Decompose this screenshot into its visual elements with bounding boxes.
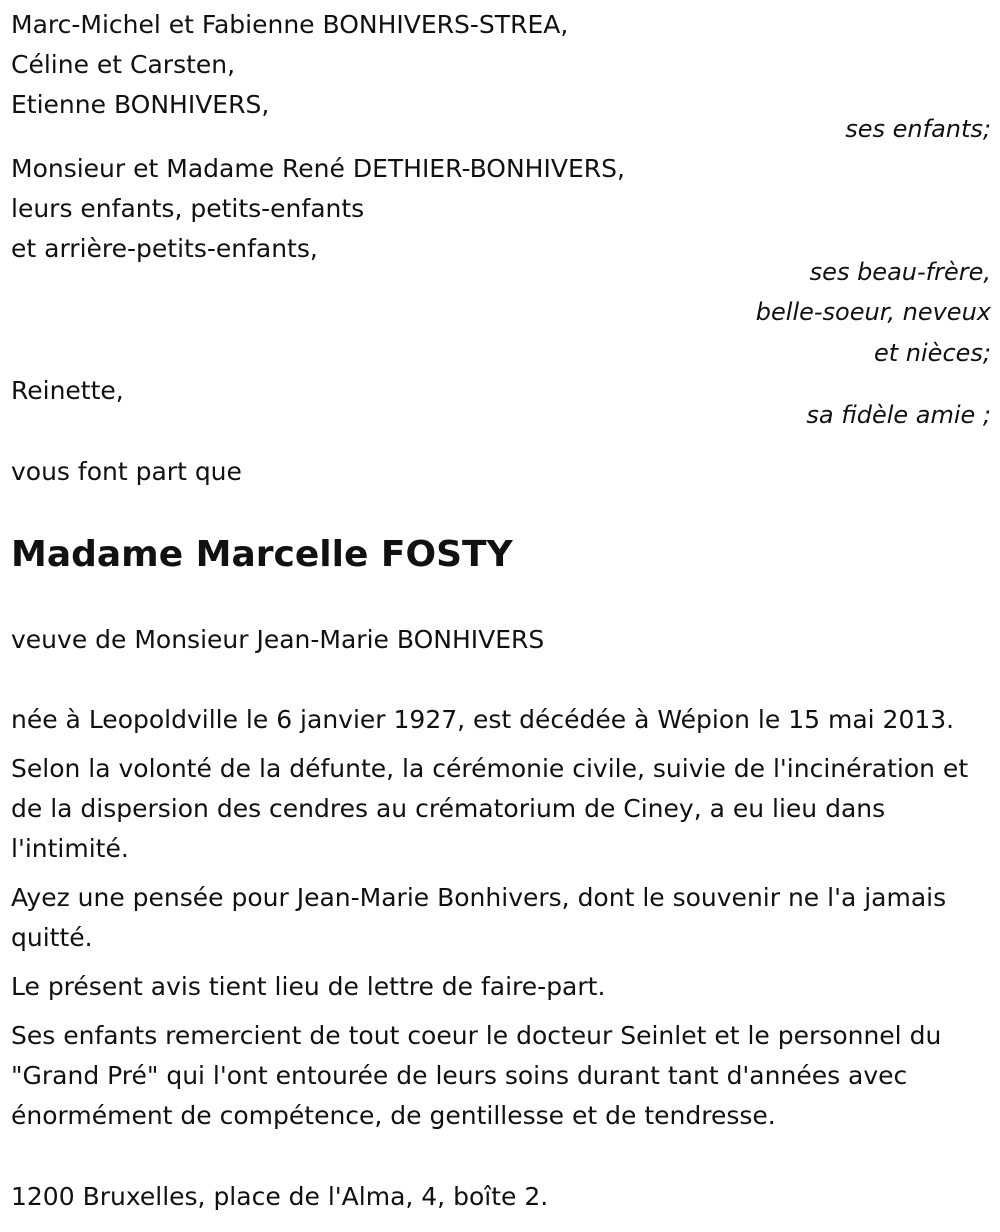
address-text: 1200 Bruxelles, place de l'Alma, 4, boîte 2. [11,1182,549,1211]
family-line: leurs enfants, petits-enfants [11,194,365,223]
remembrance-paragraph: Ayez une pensée pour Jean-Marie Bonhivers, dont le souvenir ne l'a jamais quitté. [11,883,947,952]
family-line: Etienne BONHIVERS, [11,90,270,119]
deceased-name: Madame Marcelle FOSTY [11,534,513,575]
birth-death-paragraph: née à Leopoldville le 6 janvier 1927, est décédée à Wépion le 15 mai 2013. [11,705,955,734]
ceremony-paragraph: Selon la volonté de la défunte, la cérémonie civile, suivie de l'incinération et de la dispersion des cendres au crématorium de Ciney, a eu lieu dans l'intimité. [11,754,969,863]
relation-label: sa fidèle amie ; [806,401,991,429]
widow-of-text: veuve de Monsieur Jean-Marie BONHIVERS [11,625,545,654]
notice-paragraph: Le présent avis tient lieu de lettre de faire-part. [11,972,606,1001]
family-group-children [11,5,991,125]
family-line: Reinette, [11,376,124,405]
family-line: Marc-Michel et Fabienne BONHIVERS-STREA, [11,10,569,39]
relation-label: ses beau-frère, [809,258,991,286]
family-group-in-laws [11,149,991,269]
intro-text: vous font part que [11,457,242,486]
relation-label: ses enfants; [845,115,991,143]
family-line: Monsieur et Madame René DETHIER-BONHIVERS, [11,154,625,183]
thanks-paragraph: Ses enfants remercient de tout coeur le docteur Seinlet et le personnel du "Grand Pré" qui l'ont entourée de leurs soins durant tant d'années avec énormément de compétence, de gentillesse et de tendresse. [11,1021,942,1130]
relation-label: belle-soeur, neveux [755,298,991,326]
relation-label: et nièces; [874,339,991,367]
family-line: Céline et Carsten, [11,50,236,79]
family-line: et arrière-petits-enfants, [11,234,318,263]
